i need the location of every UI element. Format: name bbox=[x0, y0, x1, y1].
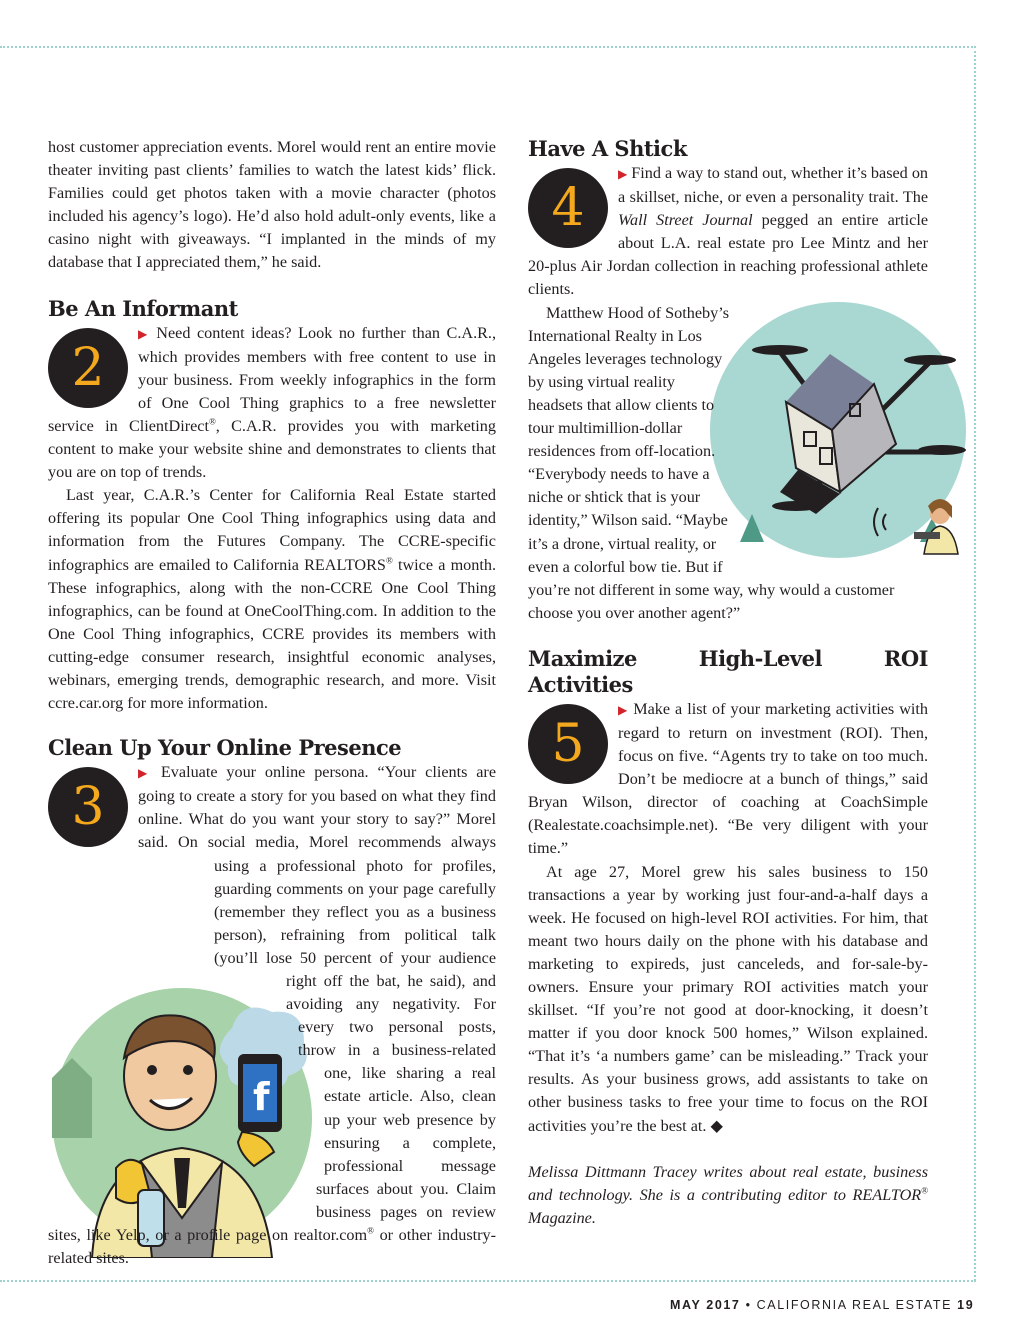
section5-paragraph-1: ▶ Make a list of your marketing activities with regard to return on investment (ROI). Then, focus on five. “Agents try to take on too much. Don’t be mediocre at a bunch of things,” said Bryan Wilson, director of coaching at CoachSimple (Realestate.coachsimple.net). “Be very diligent with your time.” bbox=[528, 699, 928, 858]
page-footer bbox=[670, 1298, 974, 1312]
facebook-icon: f bbox=[253, 1075, 270, 1119]
section-heading-have-a-shtick: Have A Shtick bbox=[528, 136, 687, 161]
section-heading-clean-up-online-presence: Clean Up Your Online Presence bbox=[48, 735, 402, 761]
red-triangle-marker-icon: ▶ bbox=[138, 326, 150, 341]
end-of-article-diamond-icon: ◆ bbox=[710, 1116, 723, 1135]
section4-paragraph-1: ▶ Find a way to stand out, whether it’s based on a skillset, niche, or even a personality trait. The Wall Street Journal pegged an entire article about L.A. real estate pro Lee Mintz and her 20-plus Air Jordan collection in reaching professional athlete clients. bbox=[528, 164, 929, 299]
right-column bbox=[528, 136, 928, 1230]
section5-paragraph-2: At age 27, Morel grew his sales business to 150 transactions a year by working just four-and-a-half days a week. He focused on high-level ROI activities. For him, that meant two hours daily on the phone with his database and marketing to expireds, just canceleds, and for-sale-by-owners. Ensure your primary ROI activities match your skillset. “If you’re not good at door-knocking, it doesn’t matter if you door knock 500 homes,” Wilson explained. “That it’s ‘a numbers game’ can be misleading.” Track your results. As your business grows, add assistants to take on other business tasks to free your time to focus on the ROI activities you’re the best at. ◆ bbox=[528, 862, 928, 1135]
footer-separator: • bbox=[745, 1298, 752, 1312]
footer-publication: CALIFORNIA REAL ESTATE bbox=[756, 1298, 953, 1312]
section-number-badge-5: 5 bbox=[528, 704, 608, 784]
page-frame-top bbox=[0, 46, 976, 48]
section2-paragraph-2: Last year, C.A.R.’s Center for California Real Estate started offering its popular One Cool Thing infographics using data and information from the Futures Company. The CCRE-specific infographics are emailed to California REALTORS® twice a month. These infographics, along with the non-CCRE One Cool Thing infographics, can be found at OneCoolThing.com. In addition to the One Cool Thing infographics, CCRE provides its members with cutting-edge consumer research, insightful economic analyses, webinars, emerging trends, demographic research, and more. Visit ccre.car.org for more information. bbox=[48, 486, 496, 713]
footer-date: MAY 2017 bbox=[670, 1298, 741, 1312]
section-number-badge-2: 2 bbox=[48, 328, 128, 408]
red-triangle-marker-icon: ▶ bbox=[138, 766, 153, 781]
section3-paragraph-1: ▶ Evaluate your online persona. “Your clients are going to create a story for you based on what they find online. What do you want your story to say?” Morel said. On social media, Morel recommends always using a professional photo for profiles, guarding comments on your page carefully (remember they reflect you as a business person), refraining from political talk (you’ll lose 50 percent of your audience right off the bat, he said), and avoiding any negativity. For every two personal posts, throw in a business-related one, like sharing a real estate article. Also, clean up your web presence by ensuring a complete, professional message surfaces about you. Claim business pages on review sites, like Yelp, or a profile page on realtor.com® or other industry-related sites. bbox=[48, 763, 497, 1268]
section-heading-be-an-informant: Be An Informant bbox=[48, 295, 238, 321]
section-number-badge-4: 4 bbox=[528, 168, 608, 248]
section-number-badge-3: 3 bbox=[48, 767, 128, 847]
section2-paragraph-1: ▶ Need content ideas? Look no further than C.A.R., which provides members with free content to use in your business. From weekly infographics in the form of One Cool Thing graphics to a free newsletter service in ClientDirect®, C.A.R. provides you with marketing content to make your website shine and demonstrates to clients that you are on top of trends. bbox=[48, 323, 497, 482]
section4-paragraph-2: Matthew Hood of Sotheby’s International Realty in Los Angeles leverages technology by using virtual reality headsets that allow clients to tour multimillion-dollar residences from off-location. “Everybody needs to have a niche or shtick that is your identity,” Wilson said. “Maybe it’s a drone, virtual reality, or even a colorful bow tie. But if you’re not different in some way, why would a customer choose you over another agent?” bbox=[528, 303, 895, 622]
intro-paragraph: host customer appreciation events. Morel would rent an entire movie theater inviting past clients’ families to watch the latest kids’ flick. Families could get photos taken with a movie character (photos included his agency’s logo). He’d also hold adult-only events, like a casino night with giveaways. “I implanted in the minds of my database that I appreciated them,” he said. bbox=[48, 138, 496, 272]
footer-page-number: 19 bbox=[957, 1298, 975, 1312]
red-triangle-marker-icon: ▶ bbox=[618, 167, 628, 181]
red-triangle-marker-icon: ▶ bbox=[618, 702, 629, 717]
page-frame-bottom bbox=[0, 1280, 976, 1282]
left-column bbox=[48, 136, 496, 1270]
section-heading-maximize-roi: Maximize High-Level ROI Activities bbox=[528, 645, 928, 697]
author-byline: Melissa Dittmann Tracey writes about real estate, business and technology. She is a contributing editor to REALTOR® Magazine. bbox=[528, 1162, 928, 1227]
page-frame-right bbox=[974, 46, 976, 1281]
